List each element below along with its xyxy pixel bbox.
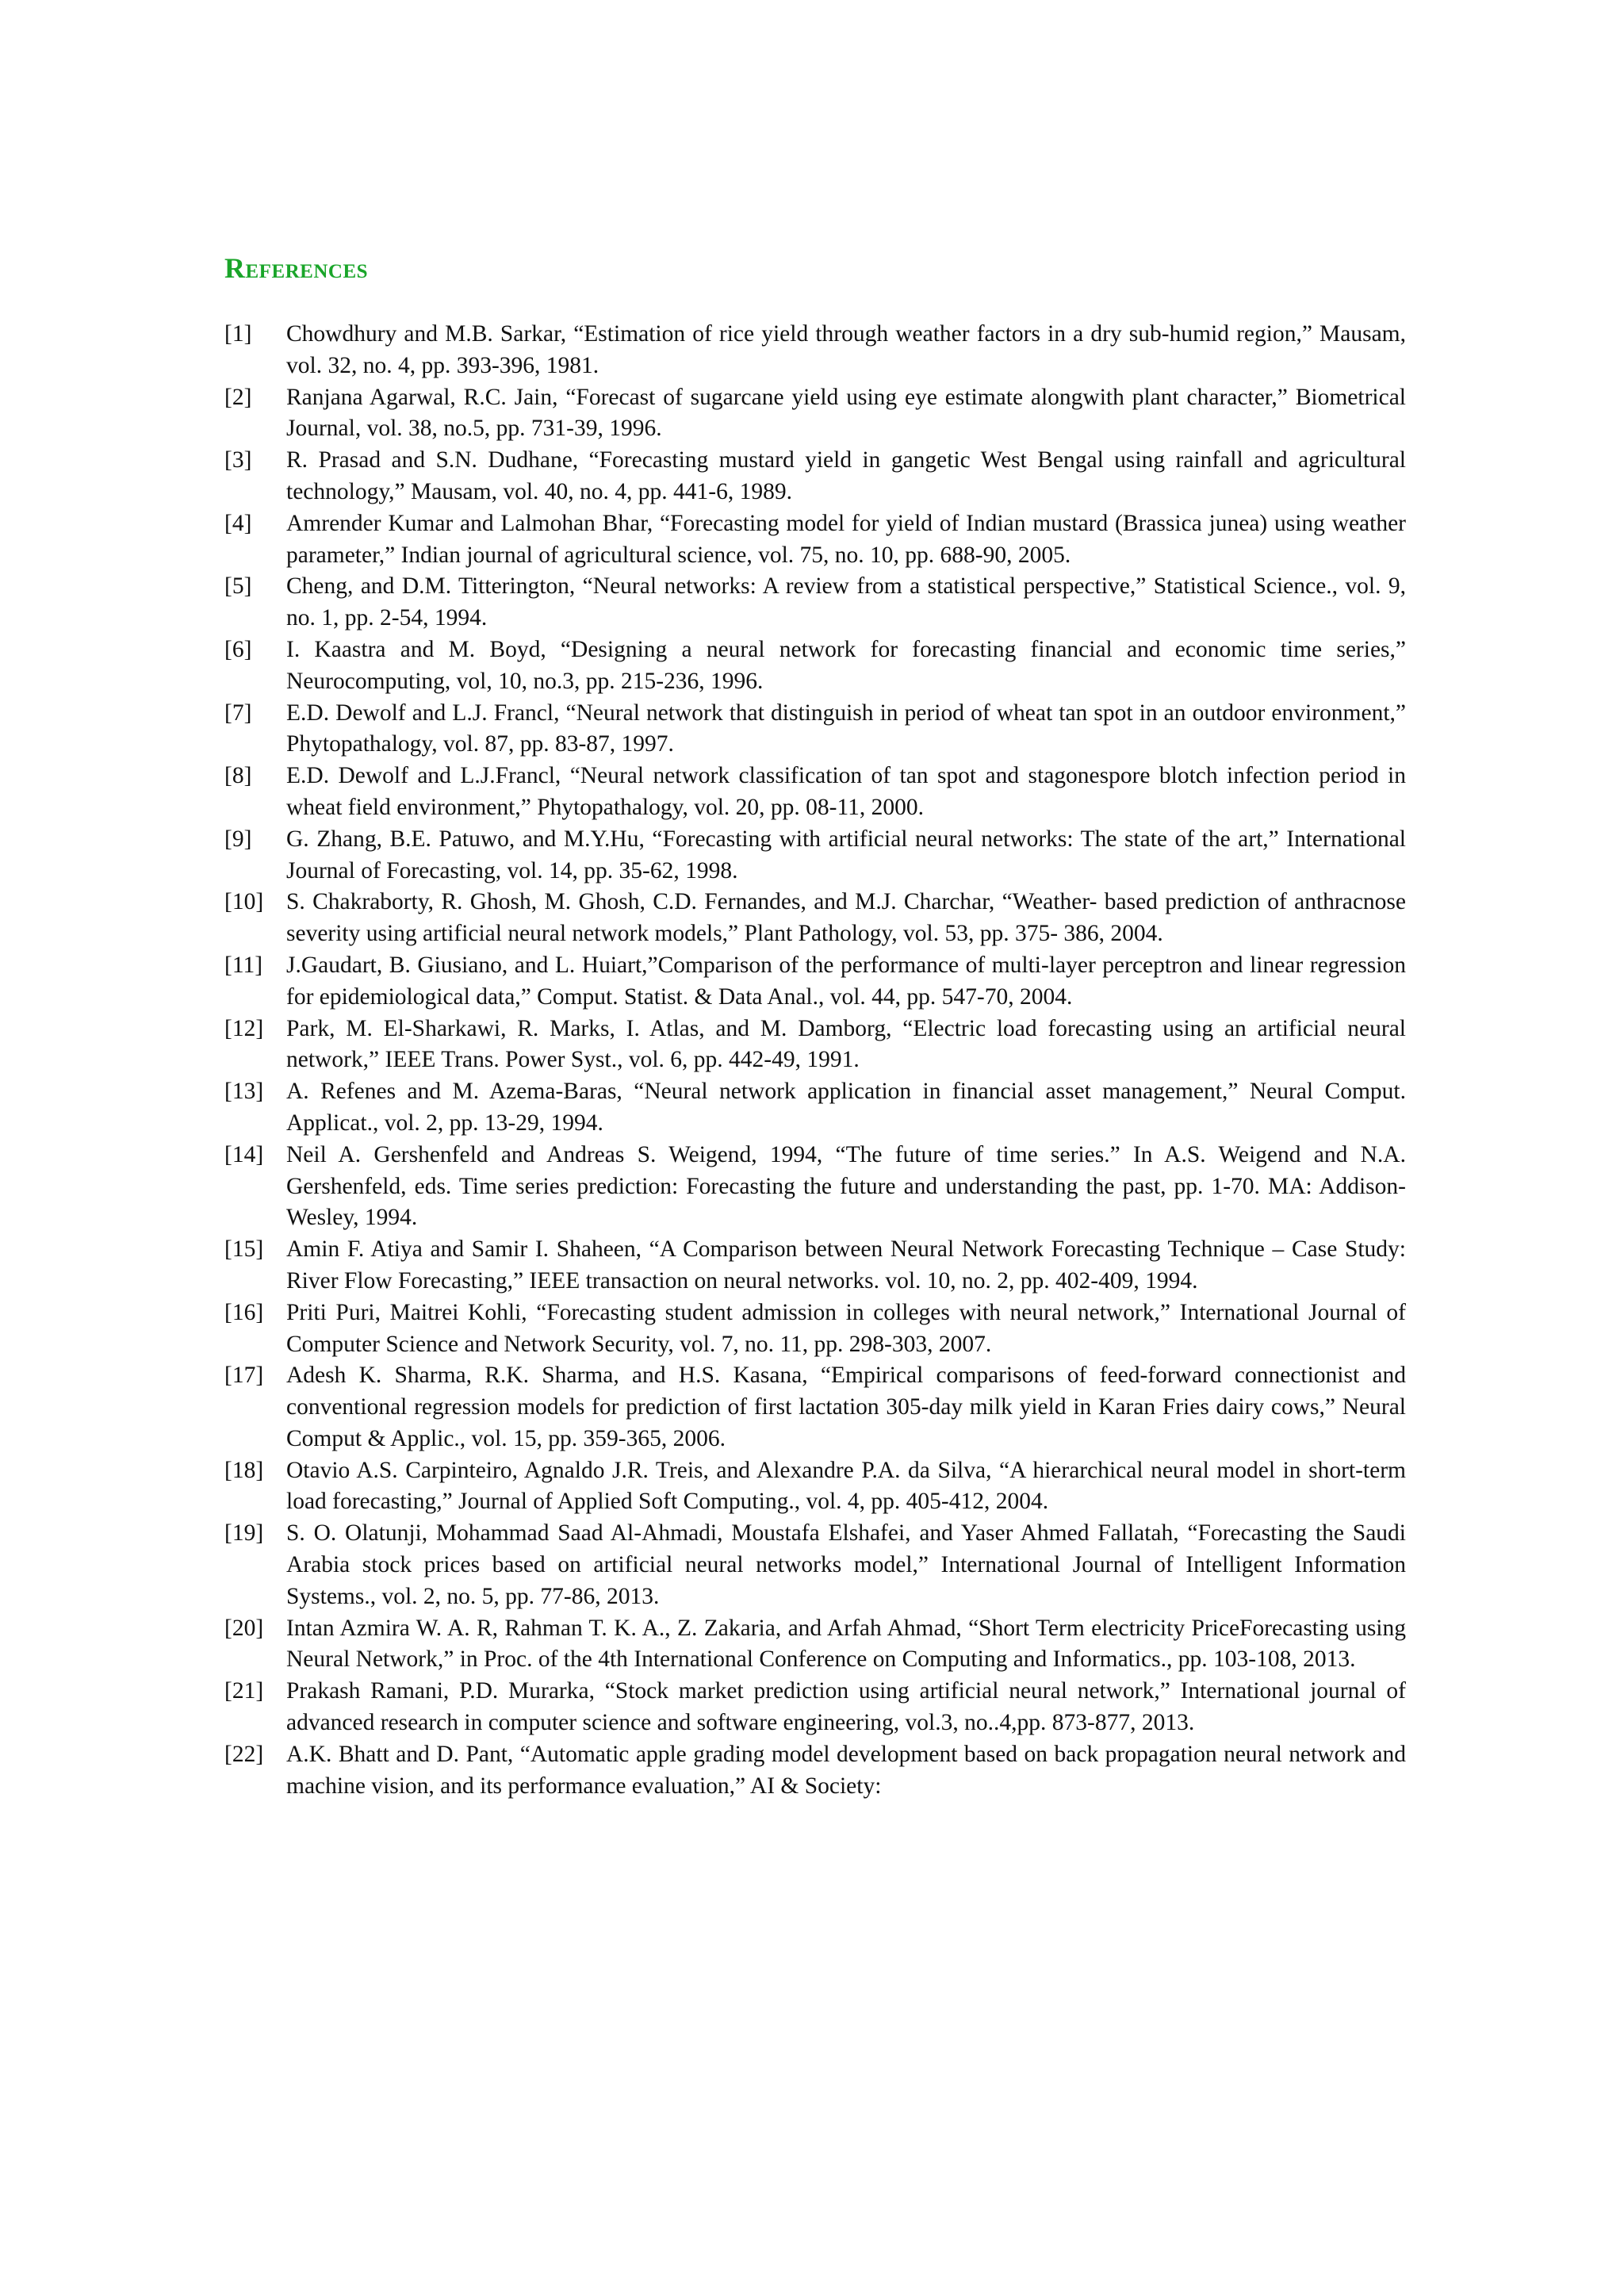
reference-item bbox=[224, 698, 1406, 761]
reference-item bbox=[224, 1140, 1406, 1234]
reference-item bbox=[224, 887, 1406, 950]
reference-number: [19] bbox=[224, 1520, 264, 1547]
reference-item bbox=[224, 1518, 1406, 1612]
reference-text: Chowdhury and M.B. Sarkar, “Estimation of rice yield through weather factors in a dry sub-humid region,” Mausam, vol. 32, no. 4, pp. 393-396, 1981. bbox=[286, 321, 1406, 378]
reference-number: [13] bbox=[224, 1079, 264, 1105]
reference-item bbox=[224, 1076, 1406, 1140]
reference-item bbox=[224, 1455, 1406, 1519]
reference-number: [4] bbox=[224, 510, 252, 536]
reference-item bbox=[224, 1014, 1406, 1077]
reference-text: Prakash Ramani, P.D. Murarka, “Stock market prediction using artificial neural network,” International journal of advanced research in computer science and software engineering, vol.3, no..4,pp. 873-877, 2013. bbox=[286, 1678, 1406, 1736]
reference-text: Intan Azmira W. A. R, Rahman T. K. A., Z. Zakaria, and Arfah Ahmad, “Short Term electricity PriceForecasting using Neural Network,” in Proc. of the 4th International Conference on Computing and Informatics., pp. 103-108, 2013. bbox=[286, 1615, 1406, 1673]
reference-text: Adesh K. Sharma, R.K. Sharma, and H.S. Kasana, “Empirical comparisons of feed-forward connectionist and conventional regression models for prediction of first lactation 305-day milk yield in Karan Fries dairy cows,” Neural Comput & Applic., vol. 15, pp. 359-365, 2006. bbox=[286, 1363, 1406, 1451]
reference-number: [9] bbox=[224, 826, 252, 852]
reference-item bbox=[224, 571, 1406, 634]
reference-number: [11] bbox=[224, 952, 263, 978]
reference-text: E.D. Dewolf and L.J.Francl, “Neural network classification of tan spot and stagonespore blotch infection period in wheat field environment,” Phytopathalogy, vol. 20, pp. 08-11, 2000. bbox=[286, 763, 1406, 820]
reference-number: [22] bbox=[224, 1741, 264, 1767]
reference-text: S. O. Olatunji, Mohammad Saad Al-Ahmadi, Moustafa Elshafei, and Yaser Ahmed Fallatah, “Forecasting the Saudi Arabia stock prices based on artificial neural networks model,” International Journal of Intelligent Information Systems., vol. 2, no. 5, pp. 77-86, 2013. bbox=[286, 1520, 1406, 1609]
reference-item bbox=[224, 1739, 1406, 1803]
reference-text: Cheng, and D.M. Titterington, “Neural networks: A review from a statistical perspective,” Statistical Science., vol. 9, no. 1, pp. 2-54, 1994. bbox=[286, 573, 1406, 631]
reference-text: G. Zhang, B.E. Patuwo, and M.Y.Hu, “Forecasting with artificial neural networks: The state of the art,” International Journal of Forecasting, vol. 14, pp. 35-62, 1998. bbox=[286, 826, 1406, 884]
reference-number: [12] bbox=[224, 1015, 264, 1041]
reference-text: Amrender Kumar and Lalmohan Bhar, “Forecasting model for yield of Indian mustard (Brassica junea) using weather parameter,” Indian journal of agricultural science, vol. 75, no. 10, pp. 688-90, 2005. bbox=[286, 510, 1406, 568]
reference-item bbox=[224, 382, 1406, 446]
reference-number: [17] bbox=[224, 1363, 264, 1389]
reference-number: [20] bbox=[224, 1615, 264, 1641]
reference-item bbox=[224, 508, 1406, 572]
reference-number: [18] bbox=[224, 1457, 264, 1483]
reference-number: [7] bbox=[224, 700, 252, 726]
reference-number: [3] bbox=[224, 447, 252, 473]
reference-number: [2] bbox=[224, 384, 252, 410]
reference-text: E.D. Dewolf and L.J. Francl, “Neural network that distinguish in period of wheat tan spot in an outdoor environment,” Phytopathalogy, vol. 87, pp. 83-87, 1997. bbox=[286, 700, 1406, 757]
reference-item bbox=[224, 950, 1406, 1014]
reference-text: A. Refenes and M. Azema-Baras, “Neural network application in financial asset management,” Neural Comput. Applicat., vol. 2, pp. 13-29, 1994. bbox=[286, 1079, 1406, 1136]
reference-number: [8] bbox=[224, 763, 252, 789]
reference-list bbox=[224, 319, 1406, 1802]
reference-item bbox=[224, 634, 1406, 698]
reference-text: Park, M. El-Sharkawi, R. Marks, I. Atlas, and M. Damborg, “Electric load forecasting using an artificial neural network,” IEEE Trans. Power Syst., vol. 6, pp. 442-49, 1991. bbox=[286, 1015, 1406, 1073]
reference-number: [15] bbox=[224, 1236, 264, 1263]
reference-text: J.Gaudart, B. Giusiano, and L. Huiart,”Comparison of the performance of multi-layer perceptron and linear regression for epidemiological data,” Comput. Statist. & Data Anal., vol. 44, pp. 547-70, 2004. bbox=[286, 952, 1406, 1010]
reference-number: [10] bbox=[224, 889, 264, 915]
reference-number: [14] bbox=[224, 1141, 264, 1167]
reference-item bbox=[224, 1234, 1406, 1297]
reference-number: [6] bbox=[224, 636, 252, 662]
references-heading: References bbox=[224, 252, 369, 284]
reference-number: [5] bbox=[224, 573, 252, 600]
reference-text: Priti Puri, Maitrei Kohli, “Forecasting student admission in colleges with neural network,” International Journal of Computer Science and Network Security, vol. 7, no. 11, pp. 298-303, 2007. bbox=[286, 1299, 1406, 1357]
reference-number: [16] bbox=[224, 1299, 264, 1325]
reference-text: S. Chakraborty, R. Ghosh, M. Ghosh, C.D. Fernandes, and M.J. Charchar, “Weather- based prediction of anthracnose severity using artificial neural network models,” Plant Pathology, vol. 53, pp. 375- 386, 2004. bbox=[286, 889, 1406, 947]
reference-text: Amin F. Atiya and Samir I. Shaheen, “A Comparison between Neural Network Forecasting Technique – Case Study: River Flow Forecasting,” IEEE transaction on neural networks. vol. 10, no. 2, pp. 402-409, 1994. bbox=[286, 1236, 1406, 1294]
reference-text: Neil A. Gershenfeld and Andreas S. Weigend, 1994, “The future of time series.” In A.S. Weigend and N.A. Gershenfeld, eds. Time series prediction: Forecasting the future and understanding the past, pp. 1-70. MA: Addison-Wesley, 1994. bbox=[286, 1141, 1406, 1231]
reference-text: R. Prasad and S.N. Dudhane, “Forecasting mustard yield in gangetic West Bengal using rainfall and agricultural technology,” Mausam, vol. 40, no. 4, pp. 441-6, 1989. bbox=[286, 447, 1406, 504]
reference-text: Ranjana Agarwal, R.C. Jain, “Forecast of sugarcane yield using eye estimate alongwith plant character,” Biometrical Journal, vol. 38, no.5, pp. 731-39, 1996. bbox=[286, 384, 1406, 442]
reference-text: Otavio A.S. Carpinteiro, Agnaldo J.R. Treis, and Alexandre P.A. da Silva, “A hierarchical neural model in short-term load forecasting,” Journal of Applied Soft Computing., vol. 4, pp. 405-412, 2004. bbox=[286, 1457, 1406, 1515]
reference-item bbox=[224, 319, 1406, 382]
reference-number: [1] bbox=[224, 321, 252, 347]
reference-item bbox=[224, 1676, 1406, 1739]
reference-item bbox=[224, 445, 1406, 508]
reference-text: I. Kaastra and M. Boyd, “Designing a neural network for forecasting financial and economic time series,” Neurocomputing, vol, 10, no.3, pp. 215-236, 1996. bbox=[286, 636, 1406, 694]
reference-item bbox=[224, 1297, 1406, 1361]
reference-text: A.K. Bhatt and D. Pant, “Automatic apple grading model development based on back propagation neural network and machine vision, and its performance evaluation,” AI & Society: bbox=[286, 1741, 1406, 1799]
reference-number: [21] bbox=[224, 1678, 264, 1704]
reference-item bbox=[224, 824, 1406, 887]
reference-item bbox=[224, 1613, 1406, 1677]
reference-item bbox=[224, 1360, 1406, 1455]
reference-item bbox=[224, 761, 1406, 824]
